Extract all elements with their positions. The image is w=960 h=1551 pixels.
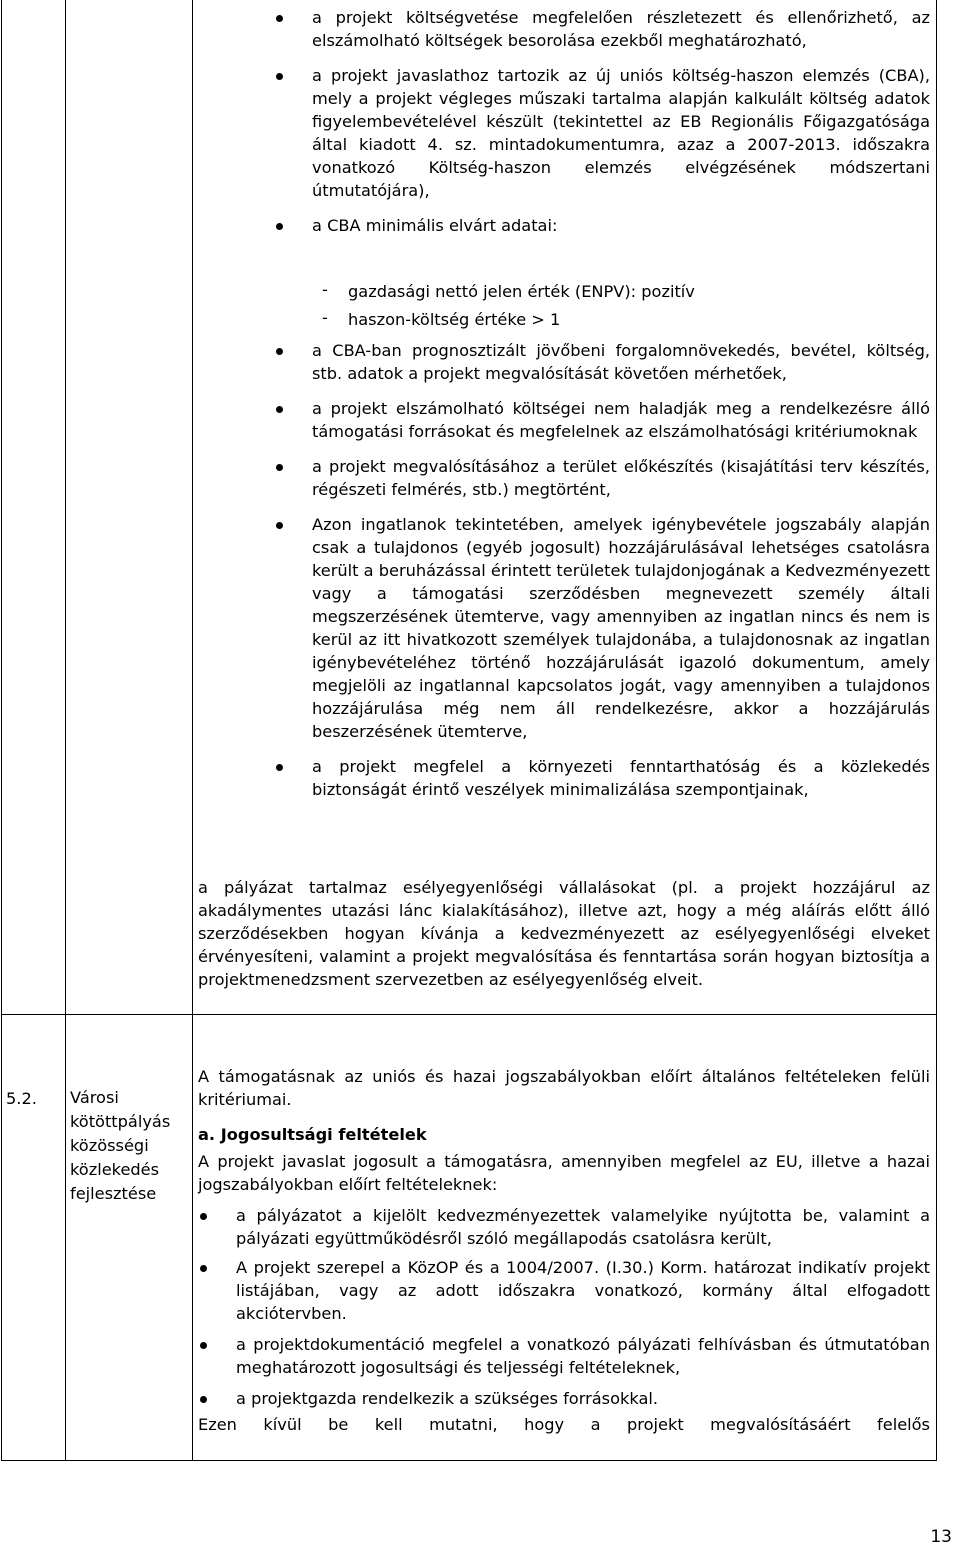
bullet-icon bbox=[276, 764, 283, 771]
paragraph-continued: Ezen kívül be kell mutatni, hogy a projekt megvalósításáért felelős bbox=[198, 1415, 930, 1434]
list-item: a projekt megvalósításához a terület előkészítés (kisajátítási terv készítés, régészeti felmérés, stb.) megtörtént, bbox=[312, 457, 930, 499]
list-item: A projekt szerepel a KözOP és a 1004/2007. (I.30.) Korm. határozat indikatív projekt listájában, vagy az adott időszakra vonatkozó, kormány által elfogadott akciótervben. bbox=[236, 1258, 930, 1323]
dash-marker: - bbox=[322, 280, 328, 299]
cba-sublist bbox=[322, 280, 922, 331]
criteria-list-a bbox=[312, 6, 930, 247]
dash-marker: - bbox=[322, 308, 328, 327]
column-divider bbox=[65, 0, 66, 1014]
equal-opportunity-paragraph bbox=[198, 876, 930, 991]
criteria-list-b bbox=[312, 339, 930, 801]
eligibility-list bbox=[198, 1204, 930, 1410]
bullet-icon bbox=[276, 406, 283, 413]
column-divider bbox=[192, 0, 193, 1014]
list-item: haszon-költség értéke > 1 bbox=[348, 310, 561, 329]
column-divider bbox=[192, 1015, 193, 1460]
section-label: Városi kötöttpályás közösségi közlekedés fejlesztése bbox=[70, 1088, 171, 1203]
bullet-icon bbox=[200, 1342, 207, 1349]
page-number: 13 bbox=[930, 1527, 952, 1547]
list-item: a projektdokumentáció megfelel a vonatkozó pályázati felhívásban és útmutatóban meghatározott jogosultsági és teljességi feltételeknek, bbox=[236, 1335, 930, 1377]
list-item: a CBA minimális elvárt adatai: bbox=[312, 216, 558, 235]
list-item: a CBA-ban prognosztizált jövőbeni forgalomnövekedés, bevétel, költség, stb. adatok a projekt megvalósítását követően mérhetőek, bbox=[312, 341, 930, 383]
bullet-icon bbox=[276, 223, 283, 230]
list-item: gazdasági nettó jelen érték (ENPV): pozitív bbox=[348, 282, 695, 301]
list-item: a projektgazda rendelkezik a szükséges forrásokkal. bbox=[236, 1389, 659, 1408]
list-item: a projekt megfelel a környezeti fenntarthatóság és a közlekedés biztonságát érintő veszélyek minimalizálása szempontjainak, bbox=[312, 757, 930, 799]
intro-paragraph: A támogatásnak az uniós és hazai jogszabályokban előírt általános feltételeken felüli kritériumai. bbox=[198, 1067, 930, 1109]
bullet-icon bbox=[276, 15, 283, 22]
paragraph: a pályázat tartalmaz esélyegyenlőségi vállalásokat (pl. a projekt hozzájárul az akadálymentes utazási lánc kialakításához), illetve azt, hogy a még aláírás előtt álló szerződésekben hogyan kívánja a kedvezményezett az esélyegyenlőségi elveket érvényesíteni, valamint a projekt megvalósítása és fenntartása során hogyan biztosítja a projektmenedzsment szervezetben az esélyegyenlőség elveit. bbox=[198, 878, 930, 989]
bullet-icon bbox=[200, 1213, 207, 1220]
bullet-icon bbox=[276, 522, 283, 529]
paragraph: A projekt javaslat jogosult a támogatásra, amennyiben megfelel az EU, illetve a hazai jogszabályokban előírt feltételeknek: bbox=[198, 1152, 930, 1194]
bullet-icon bbox=[276, 348, 283, 355]
section-heading: a. Jogosultsági feltételek bbox=[198, 1125, 427, 1144]
list-item: a projekt elszámolható költségei nem haladják meg a rendelkezésre álló támogatási forrásokat és megfelelnek az elszámolhatósági kritériumoknak bbox=[312, 399, 930, 441]
bullet-icon bbox=[276, 464, 283, 471]
list-item: a projekt költségvetése megfelelően részletezett és ellenőrizhető, az elszámolható költségek besorolása ezekből meghatározható, bbox=[312, 8, 930, 50]
section-number: 5.2. bbox=[6, 1089, 37, 1108]
list-item: Azon ingatlanok tekintetében, amelyek igénybevétele jogszabály alapján csak a tulajdonos (egyéb jogosult) hozzájárulásával lehetséges csatolásra került a beruházással érintett területek tulajdonjogának a Kedvezményezett vagy a támogatási szerződésben megnevezett személy általi megszerzésének ütemterve, vagy amennyiben az ingatlan nincs és nem is kerül az itt hivatkozott személyek tulajdonába, a tulajdonosnak az ingatlan igénybevételéhez történő hozzájárulását igazoló dokumentum, amely megjelöli az ingatlannal kapcsolatos jogát, vagy amennyiben a tulajdonos hozzájárulása még nem áll rendelkezésre, akkor a hozzájárulás beszerzésének ütemterve, bbox=[312, 515, 930, 741]
bullet-icon bbox=[200, 1265, 207, 1272]
list-item: a projekt javaslathoz tartozik az új uniós költség-haszon elemzés (CBA), mely a projekt végleges műszaki tartalma alapján kalkulált költség adatok figyelembevételével készült (tekintettel az EB Regionális Főigazgatósága által kiadott 4. sz. mintadokumentumra, azaz a 2007-2013. időszakra vonatkozó Költség-haszon elemzés elvégzésének módszertani útmutatójára), bbox=[312, 66, 930, 200]
bullet-icon bbox=[276, 73, 283, 80]
bullet-icon bbox=[200, 1396, 207, 1403]
column-divider bbox=[65, 1015, 66, 1460]
section-content bbox=[198, 1065, 930, 1436]
list-item: a pályázatot a kijelölt kedvezményezettek valamelyike nyújtotta be, valamint a pályázati együttműködésről szóló megállapodás csatolásra került, bbox=[236, 1206, 930, 1248]
